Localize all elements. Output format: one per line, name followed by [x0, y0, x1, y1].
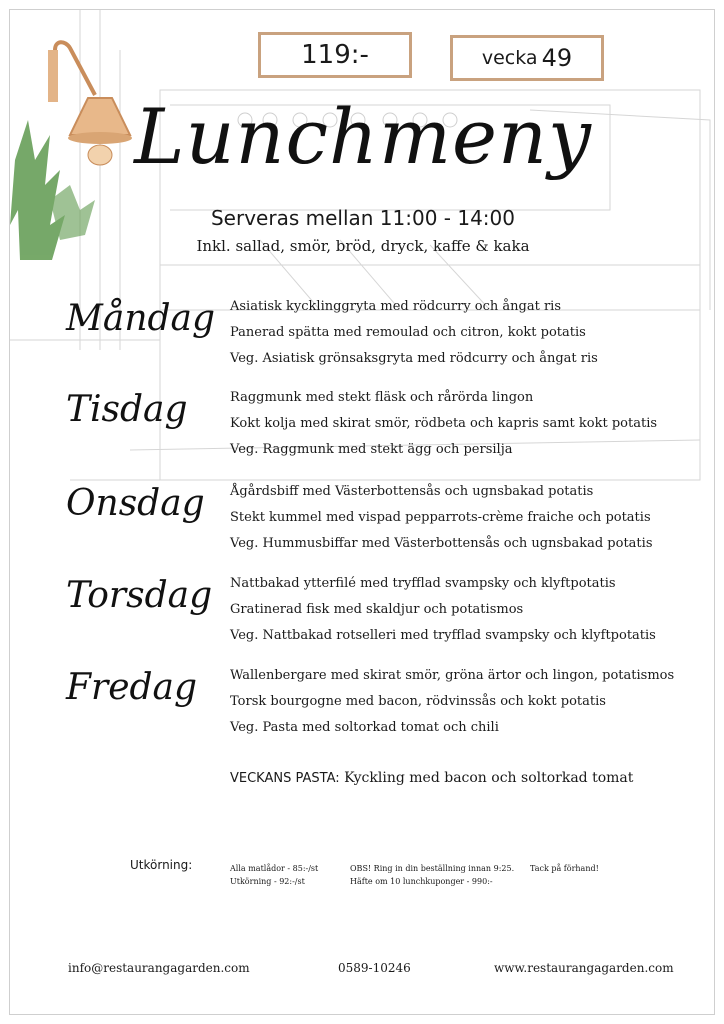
included-items: Inkl. sallad, smör, bröd, dryck, kaffe & kaka: [196, 237, 530, 255]
delivery-label: Utkörning:: [130, 858, 193, 872]
thanks-note: Tack på förhand!: [530, 864, 599, 873]
weekly-pasta: [230, 770, 633, 786]
footer-phone[interactable]: 0589-10246: [338, 961, 411, 975]
dish-item: Raggmunk med stekt fläsk och rårörda lingon: [230, 390, 534, 405]
dish-item: Kokt kolja med skirat smör, rödbeta och kapris samt kokt potatis: [230, 416, 658, 431]
day-name: Torsdag: [66, 575, 213, 616]
dish-list: [230, 294, 598, 372]
week-number: 49: [541, 44, 573, 72]
pasta-dish: Kyckling med bacon och soltorkad tomat: [344, 770, 634, 786]
dish-list: [230, 479, 653, 557]
dish-item: Panerad spätta med remoulad och citron, kokt potatis: [230, 325, 586, 340]
dish-list: [230, 571, 656, 649]
price-box: [258, 32, 412, 78]
dish-list: [230, 663, 674, 741]
pasta-label: VECKANS PASTA:: [230, 771, 340, 786]
delivery-prices: [230, 862, 318, 888]
day-name: Onsdag: [66, 483, 205, 524]
week-label: vecka: [481, 47, 538, 69]
day-name: Tisdag: [66, 389, 188, 430]
day-name: Fredag: [66, 667, 198, 708]
dish-item: Veg. Nattbakad rotselleri med tryfflad svampsky och klyftpotatis: [230, 628, 656, 643]
lunchbox-price: Alla matlådor - 85:-/st: [230, 864, 319, 873]
dish-item: Veg. Hummusbiffar med Västerbottensås och ugnsbakad potatis: [230, 536, 653, 551]
dish-item: Stekt kummel med vispad pepparrots-crème fraiche och potatis: [230, 510, 651, 525]
delivery-price: Utkörning - 92:-/st: [230, 877, 305, 886]
dish-item: Gratinerad fisk med skaldjur och potatismos: [230, 602, 524, 617]
delivery-notes: [350, 862, 514, 888]
dish-item: Asiatisk kycklinggryta med rödcurry och ångat ris: [230, 299, 562, 314]
dish-item: Torsk bourgogne med bacon, rödvinssås och kokt potatis: [230, 694, 606, 709]
order-deadline-note: OBS! Ring in din beställning innan 9:25.: [350, 864, 515, 873]
price: 119:-: [301, 40, 369, 70]
menu-page: [9, 9, 715, 1015]
dish-item: Veg. Asiatisk grönsaksgryta med rödcurry och ångat ris: [230, 351, 598, 366]
serving-hours: Serveras mellan 11:00 - 14:00: [210, 206, 515, 230]
dish-item: Nattbakad ytterfilé med tryfflad svampsky och klyftpotatis: [230, 576, 616, 591]
dish-item: Ågårdsbiff med Västerbottensås och ugnsbakad potatis: [230, 484, 594, 499]
footer-email[interactable]: info@restaurangagarden.com: [68, 961, 250, 975]
dish-item: Wallenbergare med skirat smör, gröna ärtor och lingon, potatismos: [230, 668, 675, 683]
dish-item: Veg. Pasta med soltorkad tomat och chili: [230, 720, 499, 735]
coupon-note: Häfte om 10 lunchkuponger - 990:-: [350, 877, 493, 886]
day-name: Måndag: [66, 298, 216, 339]
menu-title: Lunchmeny: [134, 92, 592, 181]
footer-website[interactable]: www.restaurangagarden.com: [494, 961, 674, 975]
dish-list: [230, 385, 657, 463]
week-box: [450, 35, 604, 81]
dish-item: Veg. Raggmunk med stekt ägg och persilja: [230, 442, 513, 457]
